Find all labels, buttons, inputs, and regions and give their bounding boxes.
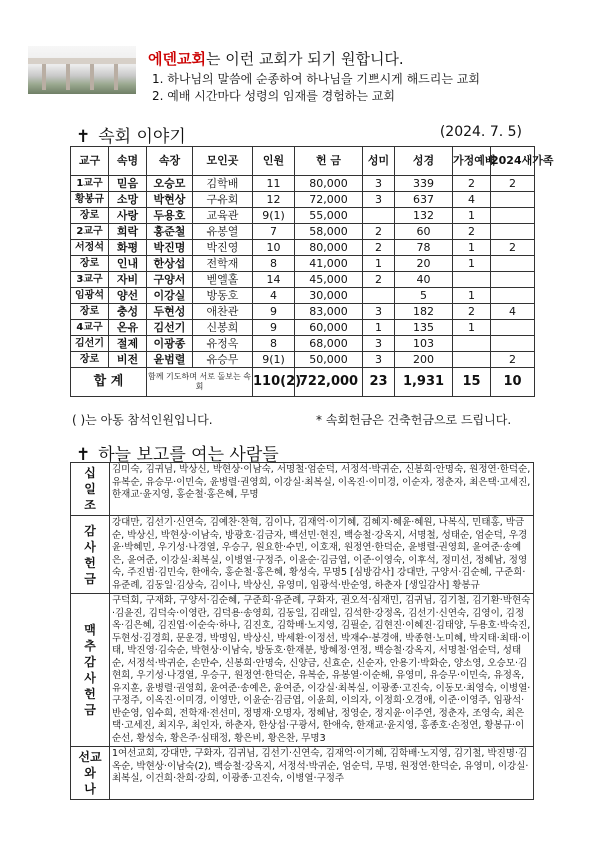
donation-category: 선교 와 나: [71, 747, 110, 800]
cell-name: 믿음: [109, 176, 147, 192]
group-label: 서정석: [71, 240, 109, 256]
cell-value: 40: [395, 272, 453, 288]
cell-value: 8: [253, 256, 295, 272]
donor-list: 구덕회, 구재화, 구양서·김순혜, 구준희·유준례, 구화자, 권오석·심재민, 김귀님, 김기철, 김기환·박현숙·김윤진, 김덕숙·이영란, 김덕용·송영희, 김동일, 김래일, 김석한·강정옥, 김선기·신연숙, 김영이, 김정옥·김은혜, 김진엽·이순숙·하나, 김진호, 김학배·노지영, 김필순, 김현진·이혜진·김태양, 두용호·박숙진, 두현성·김경희, 문운경, 박명임, 박상신, 박세환·이정선, 박재수·봉경애, 박종현·노미혜, 박지태·최태·이태, 박진영·김숙순, 박현상·이남숙, 방동호·한재분, 방혜정·연정, 백승철·강옥지, 서명철·엄순덕, 성태순, 서정석·박귀순, 손만수, 신봉희·안명숙, 신양금, 신효순, 신순자, 안용기·박화순, 양소영, 오승모·김현희, 우기성·나경열, 우승구, 원정연·한덕순, 유복순, 유봉열·이순해, 유영미, 유승무·이민숙, 유정옥, 유지훈, 윤병렬·권영희, 윤여준·송예은, 윤여준, 이강실·최복실, 이광종·고진숙, 이동모·최영숙, 이병열·구정주, 이옥진·이미경, 이영만, 이윤순·김금엽, 이윤희, 이의자, 이정희·오경애, 이준·이영주, 임광석·반순영, 임수희, 전학재·전선미, 정명재·오명자, 정혜남, 정영순, 정지윤·이주연, 정춘자, 조영숙, 최은택·고세진, 최지우, 최인자, 하춘자, 한상섭·구광서, 한애숙, 한재교·윤지영, 홍종호·손정연, 황봉규·이순선, 황성숙, 황은주·심태정, 황은비, 황은찬, 무명3: [110, 594, 534, 747]
cell-value: 3: [363, 304, 395, 320]
table-row: [71, 224, 535, 240]
donation-row: [71, 463, 534, 516]
column-header: 성미: [363, 147, 395, 176]
group-label: 장로: [71, 304, 109, 320]
group-label: 2교구: [71, 224, 109, 240]
cell-value: [491, 272, 535, 288]
cell-value: 1: [453, 240, 491, 256]
table-row: [71, 256, 535, 272]
total-note: 함께 기도하며 서로 돌보는 속회: [147, 368, 253, 397]
cell-value: 83,000: [295, 304, 363, 320]
cell-value: 김학배: [193, 176, 253, 192]
cell-leader: 김선기: [147, 320, 193, 336]
cell-value: 637: [395, 192, 453, 208]
cell-value: 12: [253, 192, 295, 208]
cell-name: 사랑: [109, 208, 147, 224]
cell-value: 45,000: [295, 272, 363, 288]
cell-value: 1: [453, 208, 491, 224]
donation-category: 십 일 조: [71, 463, 110, 516]
cell-value: 132: [395, 208, 453, 224]
cell-value: 72,000: [295, 192, 363, 208]
cell-value: 2: [363, 224, 395, 240]
cell-value: 41,000: [295, 256, 363, 272]
column-header: 모인곳: [193, 147, 253, 176]
cell-value: [491, 224, 535, 240]
total-worship: 15: [453, 368, 491, 397]
cell-leader: 박현상: [147, 192, 193, 208]
total-people: 110(2): [253, 368, 295, 397]
cell-name: 소망: [109, 192, 147, 208]
cell-value: 182: [395, 304, 453, 320]
column-header: 속장: [147, 147, 193, 176]
cell-value: 80,000: [295, 240, 363, 256]
donation-row: [71, 516, 534, 594]
total-label: 합 계: [71, 368, 147, 397]
cell-value: 2: [453, 224, 491, 240]
table-row: [71, 288, 535, 304]
cell-value: 7: [253, 224, 295, 240]
group-label: 임광석: [71, 288, 109, 304]
cell-value: 1: [453, 288, 491, 304]
cell-leader: 한상섭: [147, 256, 193, 272]
group-label: 김선기: [71, 336, 109, 352]
group-label: 장로: [71, 256, 109, 272]
cell-value: 60,000: [295, 320, 363, 336]
cell-leader: 두현성: [147, 304, 193, 320]
cell-leader: 박진명: [147, 240, 193, 256]
cell-value: 11: [253, 176, 295, 192]
cell-leader: 구양서: [147, 272, 193, 288]
cell-name: 희락: [109, 224, 147, 240]
donation-category: 맥 추 감 사 헌 금: [71, 594, 110, 747]
cell-value: 2: [491, 352, 535, 368]
section-title-cell-story: ✝ 속회 이야기: [76, 127, 186, 147]
cell-name: 충성: [109, 304, 147, 320]
column-header: 교구: [71, 147, 109, 176]
cell-value: [491, 336, 535, 352]
donor-list: 1여선교회, 강대만, 구화자, 김귀님, 김선기·신연숙, 김재억·이기혜, 김학배·노지영, 김기철, 박진명·김옥순, 박현상·이남숙(2), 백승철·강옥지, 서정석·박귀순, 엄순덕, 무명, 원정연·한덕순, 유영미, 이강실·최복실, 이건희·찬희·강희, 이광종·고진숙, 이병열·구정주: [110, 747, 534, 800]
cell-value: 유봉열: [193, 224, 253, 240]
cell-value: 구유회: [193, 192, 253, 208]
church-banner: [28, 46, 588, 103]
cell-value: 2: [453, 304, 491, 320]
footnote-offering: * 속회헌금은 건축헌금으로 드립니다.: [316, 413, 512, 427]
group-label: 장로: [71, 208, 109, 224]
cell-value: [363, 208, 395, 224]
cell-value: [453, 336, 491, 352]
cell-value: [363, 288, 395, 304]
cell-value: 4: [453, 192, 491, 208]
table-row: [71, 352, 535, 368]
cell-value: 55,000: [295, 208, 363, 224]
cell-value: 1: [453, 256, 491, 272]
cell-value: 4: [491, 304, 535, 320]
donation-table: [70, 462, 534, 800]
total-newcomers: 10: [491, 368, 535, 397]
column-header: 속명: [109, 147, 147, 176]
cell-name: 인내: [109, 256, 147, 272]
cell-value: 1: [453, 320, 491, 336]
cell-value: 9: [253, 320, 295, 336]
cell-value: 박진영: [193, 240, 253, 256]
table-row: [71, 336, 535, 352]
column-header: 성경: [395, 147, 453, 176]
cell-value: 3: [363, 176, 395, 192]
cell-name: 화평: [109, 240, 147, 256]
cell-value: 방동호: [193, 288, 253, 304]
cell-value: [491, 192, 535, 208]
cross-icon: ✝: [76, 127, 91, 147]
cell-leader: 홍준철: [147, 224, 193, 240]
cell-value: 80,000: [295, 176, 363, 192]
table-row: [71, 272, 535, 288]
cell-value: [453, 352, 491, 368]
cell-value: 5: [395, 288, 453, 304]
cell-value: 60: [395, 224, 453, 240]
cell-value: 68,000: [295, 336, 363, 352]
total-rice: 23: [363, 368, 395, 397]
cell-value: [491, 256, 535, 272]
cell-value: 1: [363, 320, 395, 336]
group-label: 3교구: [71, 272, 109, 288]
section-title-donors: ✝ 하늘 보고를 여는 사람들: [76, 445, 279, 465]
column-header: 헌 금: [295, 147, 363, 176]
cross-icon: ✝: [76, 445, 91, 465]
cell-leader: 오승모: [147, 176, 193, 192]
cell-value: [491, 288, 535, 304]
cell-name: 온유: [109, 320, 147, 336]
cell-report-table: [70, 146, 554, 397]
cell-value: 1: [363, 256, 395, 272]
column-header: 가정예배: [453, 147, 491, 176]
table-row: [71, 240, 535, 256]
cell-value: 14: [253, 272, 295, 288]
cell-value: 78: [395, 240, 453, 256]
cell-name: 절제: [109, 336, 147, 352]
cell-value: 58,000: [295, 224, 363, 240]
cell-value: [491, 208, 535, 224]
group-label: 1교구: [71, 176, 109, 192]
cell-value: 3: [363, 336, 395, 352]
column-header: 2024새가족: [491, 147, 535, 176]
cell-value: 2: [453, 176, 491, 192]
donor-list: 김미숙, 김귀님, 박상신, 박현상·이남숙, 서명철·엄순덕, 서정석·박귀순, 신봉희·안명숙, 원정연·한덕순, 유복순, 유승무·이민숙, 윤병렬·권영희, 이강실·최복실, 이옥진·이미경, 이순자, 정춘자, 최은택·고세진, 한재교·윤지영, 홍순철·홍은혜, 무명: [110, 463, 534, 516]
total-amount: 722,000: [295, 368, 363, 397]
church-photo: [28, 46, 136, 94]
cell-value: 30,000: [295, 288, 363, 304]
donation-row: [71, 594, 534, 747]
group-label: 장로: [71, 352, 109, 368]
cell-value: 2: [491, 176, 535, 192]
cell-value: 9(1): [253, 352, 295, 368]
table-row: [71, 320, 535, 336]
report-date: (2024. 7. 5): [439, 124, 522, 140]
donation-row: [71, 747, 534, 800]
footnote-child: ( )는 아동 참석인원입니다.: [72, 413, 213, 427]
table-row: [71, 192, 535, 208]
cell-value: 신봉희: [193, 320, 253, 336]
cell-name: 비전: [109, 352, 147, 368]
cell-value: 교육관: [193, 208, 253, 224]
cell-value: 벧엘홀: [193, 272, 253, 288]
banner-line-2: 2. 예배 시간마다 성령의 임재를 경험하는 교회: [152, 89, 395, 103]
cell-value: 9(1): [253, 208, 295, 224]
cell-value: 3: [363, 352, 395, 368]
cell-value: 3: [363, 192, 395, 208]
cell-value: 20: [395, 256, 453, 272]
cell-value: 135: [395, 320, 453, 336]
cell-value: 2: [363, 272, 395, 288]
cell-leader: 윤범렬: [147, 352, 193, 368]
cell-value: 전학재: [193, 256, 253, 272]
cell-name: 자비: [109, 272, 147, 288]
total-row: [71, 368, 535, 397]
table-row: [71, 176, 535, 192]
donation-category: 감 사 헌 금: [71, 516, 110, 594]
cell-value: 103: [395, 336, 453, 352]
banner-line-1: 1. 하나님의 말씀에 순종하여 하나님을 기쁘시게 해드리는 교회: [152, 72, 480, 86]
cell-value: [491, 320, 535, 336]
group-label: 황봉규: [71, 192, 109, 208]
cell-leader: 두용호: [147, 208, 193, 224]
cell-value: 2: [491, 240, 535, 256]
cell-value: 50,000: [295, 352, 363, 368]
cell-name: 양선: [109, 288, 147, 304]
cell-value: 339: [395, 176, 453, 192]
table-row: [71, 208, 535, 224]
cell-value: 9: [253, 304, 295, 320]
cell-value: 200: [395, 352, 453, 368]
group-label: 4교구: [71, 320, 109, 336]
donor-list: 강대만, 김선기·신연숙, 김예찬·찬혁, 김이나, 김재억·이기혜, 김혜지·혜윤·혜원, 나복식, 민태홍, 박금순, 박상신, 박현상·이남숙, 방광호·김금자, 백선민·현진, 백승철·강옥지, 서명철, 성태순, 엄순덕, 우경윤·박혜민, 우기성·나경열, 우승구, 원요한·수민, 이호재, 원정연·한덕순, 윤병렬·권영희, 윤여준·송예은, 윤여준, 이강실·최복실, 이병열·구정주, 이윤순·김금엽, 이준·이영숙, 이후석, 정미선, 정혜남, 정영숙, 주진범·김민숙, 한애숙, 홍순철·홍은혜, 황성숙, 무명5 [심방감사] 강대만, 구양서·김순혜, 구준희·유준례, 김동일·김상숙, 김이나, 박상신, 유영미, 임광석·반순영, 하춘자 [생일감사] 황봉규: [110, 516, 534, 594]
total-bible: 1,931: [395, 368, 453, 397]
cell-value: 10: [253, 240, 295, 256]
cell-leader: 이광종: [147, 336, 193, 352]
column-header: 인원: [253, 147, 295, 176]
cell-value: 유정옥: [193, 336, 253, 352]
cell-value: [453, 272, 491, 288]
cell-leader: 이강실: [147, 288, 193, 304]
banner-title: 에덴교회는 이런 교회가 되기 원합니다.: [148, 50, 404, 68]
cell-value: 애찬관: [193, 304, 253, 320]
table-row: [71, 304, 535, 320]
cell-value: 8: [253, 336, 295, 352]
cell-value: 4: [253, 288, 295, 304]
cell-value: 유승무: [193, 352, 253, 368]
cell-value: 2: [363, 240, 395, 256]
